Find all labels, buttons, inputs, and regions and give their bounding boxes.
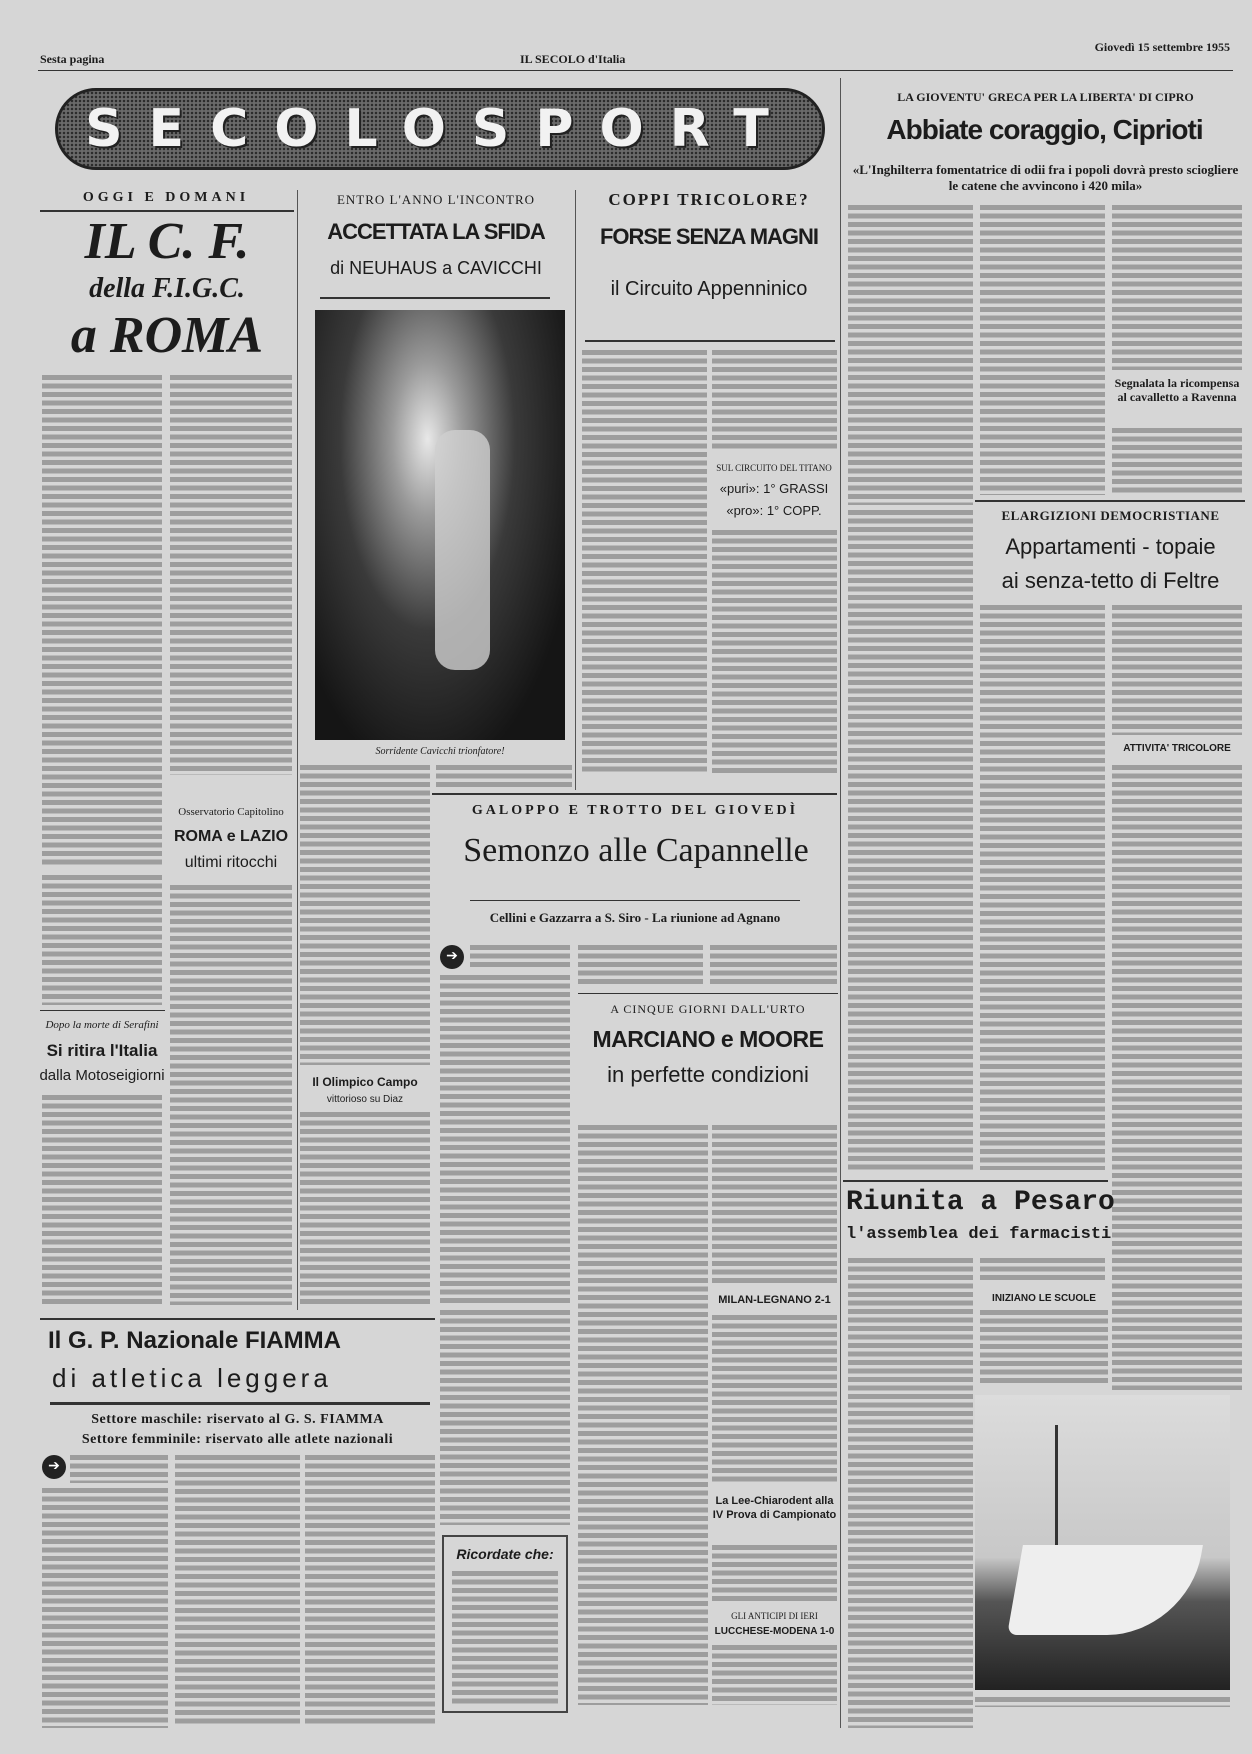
cipro-headline: Abbiate coraggio, Ciprioti — [886, 114, 1203, 145]
ravenna-headline: Segnalata la ricompensa al cavalletto a Ravenna — [1114, 376, 1240, 404]
coppi-kicker: COPPI TRICOLORE? — [608, 190, 810, 209]
pesaro-headline-2: l'assemblea dei farmacisti — [846, 1225, 1112, 1244]
article-body — [42, 375, 162, 865]
paper-name: IL SECOLO d'Italia — [520, 52, 626, 66]
roma-headline-2: ultimi ritocchi — [184, 854, 278, 871]
marciano-headline-1: MARCIANO e MOORE — [592, 1026, 824, 1052]
campo-headline-2: vittorioso su Diaz — [326, 1094, 404, 1105]
sfida-headline: ACCETTATA LA SFIDA — [327, 219, 545, 244]
marciano-headline-2: in perfette condizioni — [607, 1062, 809, 1087]
sfida-kicker: ENTRO L'ANNO L'INCONTRO — [336, 192, 536, 207]
column-rule — [840, 78, 841, 1728]
article-body — [170, 375, 292, 775]
ricordate-box — [442, 1535, 568, 1713]
cf-kicker: OGGI E DOMANI — [82, 190, 250, 205]
cf-headline-2: della F.I.G.C. — [89, 273, 245, 304]
titano-kicker: SUL CIRCUITO DEL TITANO — [716, 463, 832, 473]
roma-kicker: Osservatorio Capitolino — [178, 806, 284, 818]
cipro-kicker: LA GIOVENTU' GRECA PER LA LIBERTA' DI CIPRO — [897, 90, 1194, 104]
coppi-headline: FORSE SENZA MAGNI — [599, 224, 819, 249]
banner-title: SECOLOSPORT — [85, 99, 795, 159]
galoppo-subhead: Cellini e Gazzarra a S. Siro - La riunione ad Agnano — [489, 910, 781, 925]
feltre-kicker: ELARGIZIONI DEMOCRISTIANE — [1001, 508, 1220, 523]
milan-headline: MILAN-LEGNANO 2-1 — [718, 1294, 831, 1306]
arrow-icon: ➔ — [440, 945, 464, 969]
campo-headline-1: Il Olimpico Campo — [312, 1075, 418, 1089]
cf-headline-1: IL C. F. — [84, 213, 250, 270]
sfida-subhead: di NEUHAUS a CAVICCHI — [330, 258, 542, 278]
ship-photo — [975, 1395, 1230, 1690]
serafini-headline-1: Si ritira l'Italia — [46, 1041, 158, 1060]
pesaro-headline-1: Riunita a Pesaro — [846, 1187, 1115, 1218]
serafini-headline-2: dalla Motoseigiorni — [39, 1067, 165, 1084]
cavicchi-photo — [315, 310, 565, 740]
galoppo-headline: Semonzo alle Capannelle — [463, 832, 809, 869]
feltre-headline-1: Appartamenti - topaie — [1005, 534, 1216, 559]
galoppo-kicker: GALOPPO E TROTTO DEL GIOVEDÌ — [471, 803, 799, 818]
photo-caption: Sorridente Cavicchi trionfatore! — [375, 746, 505, 757]
roma-headline-1: ROMA e LAZIO — [173, 828, 289, 845]
coppi-subhead: il Circuito Appenninico — [610, 278, 808, 300]
scuole-headline: INIZIANO LE SCUOLE — [992, 1293, 1096, 1304]
secolosport-banner — [55, 88, 825, 170]
lee-headline: La Lee-Chiarodent alla IV Prova di Campionato — [712, 1495, 837, 1521]
page-number: Sesta pagina — [40, 52, 105, 66]
column-rule — [575, 190, 576, 790]
serafini-kicker: Dopo la morte di Serafini — [45, 1019, 159, 1031]
masthead-rule — [38, 70, 1233, 71]
column-rule — [297, 190, 298, 1310]
tricolore-headline: ATTIVITA' TRICOLORE — [1123, 743, 1231, 754]
arrow-icon: ➔ — [42, 1455, 66, 1479]
ricordate-title: Ricordate che: — [456, 1546, 554, 1562]
issue-date: Giovedì 15 settembre 1955 — [1094, 40, 1230, 54]
titano-headline-1: «puri»: 1° GRASSI — [719, 481, 829, 496]
fiamma-section-men: Settore maschile: riservato al G. S. FIAMMA — [91, 1412, 384, 1427]
lucchese-headline: LUCCHESE-MODENA 1-0 — [714, 1626, 835, 1637]
fiamma-headline: Il G. P. Nazionale FIAMMA — [48, 1327, 341, 1354]
fiamma-section-women: Settore femminile: riservato alle atlete nazionali — [81, 1432, 394, 1447]
marciano-kicker: A CINQUE GIORNI DALL'URTO — [610, 1002, 806, 1016]
lucchese-kicker: GLI ANTICIPI DI IERI — [731, 1611, 818, 1621]
cf-headline-3: a ROMA — [70, 307, 264, 364]
fiamma-subhead: di atletica leggera — [52, 1363, 332, 1393]
cipro-subhead: «L'Inghilterra fomentatrice di odii fra i popoli dovrà presto sciogliere le catene che avvincono i 420 mila» — [852, 162, 1239, 193]
titano-headline-2: «pro»: 1° COPP. — [726, 503, 822, 518]
feltre-headline-2: ai senza-tetto di Feltre — [1001, 568, 1220, 593]
